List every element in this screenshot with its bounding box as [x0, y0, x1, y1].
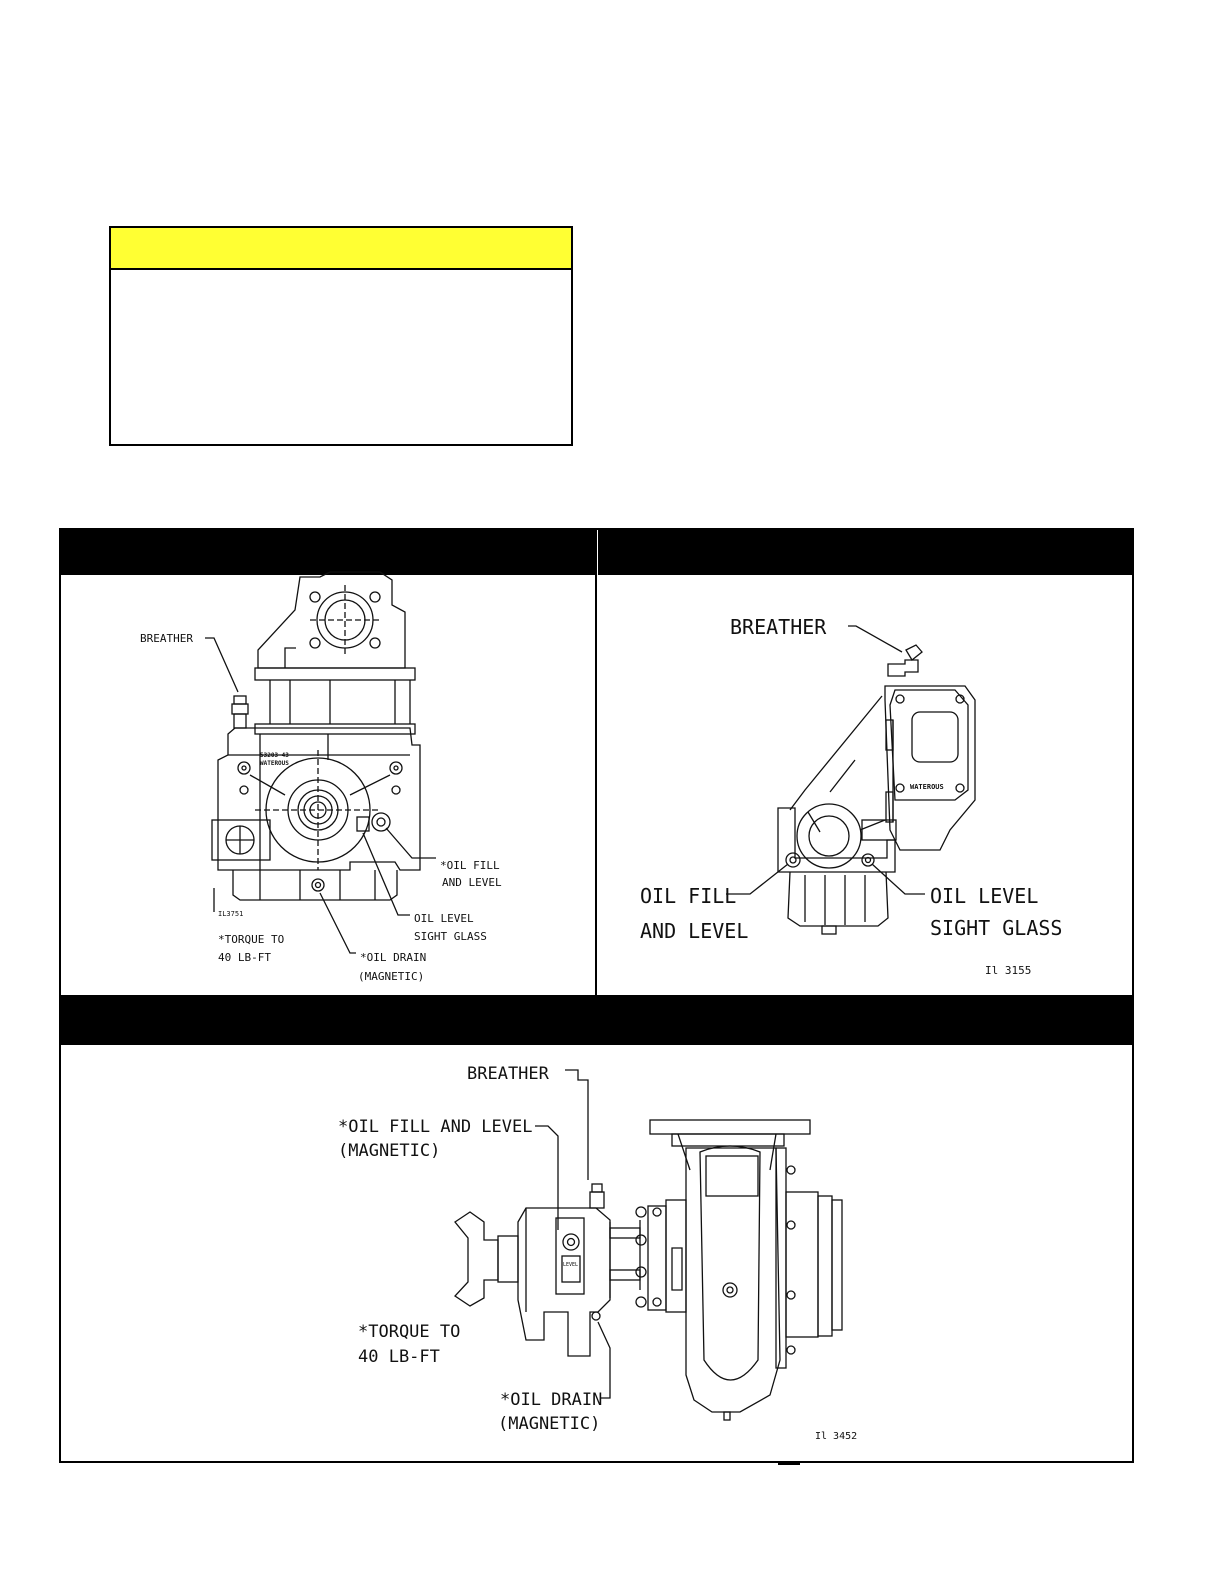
tr-oil-fill-label-1: OIL FILL	[640, 884, 737, 908]
tl-ill-number: IL3751	[218, 910, 244, 918]
tr-brand: WATEROUS	[910, 783, 944, 791]
tr-ill-number: Il 3155	[985, 964, 1032, 977]
tl-sight-glass-label-2: SIGHT GLASS	[414, 930, 487, 943]
tl-drain-label-1: *OIL DRAIN	[360, 951, 427, 964]
bottom-header-bar	[61, 995, 1132, 1045]
tl-sight-glass-label-1: OIL LEVEL	[414, 912, 474, 925]
b-breather-label: BREATHER	[467, 1064, 549, 1084]
tl-torque-label-1: *TORQUE TO	[218, 933, 285, 946]
tr-oil-fill-label-2: AND LEVEL	[640, 919, 749, 943]
tl-brand: WATEROUS	[260, 760, 289, 767]
tl-part-marking: 53203-43	[260, 752, 289, 759]
top-right-header-bar	[598, 530, 1132, 575]
b-ill-number: Il 3452	[815, 1431, 858, 1442]
caution-header	[111, 228, 571, 270]
tl-breather-label: BREATHER	[140, 632, 193, 645]
b-torque-label-1: *TORQUE TO	[358, 1322, 461, 1342]
tl-torque-label-2: 40 LB-FT	[218, 951, 271, 964]
figures-panel	[59, 528, 1134, 1463]
b-oil-fill-label-2: (MAGNETIC)	[338, 1141, 441, 1161]
top-left-header-bar	[61, 530, 596, 575]
tr-sight-glass-label-1: OIL LEVEL	[930, 884, 1039, 908]
caution-box	[109, 226, 573, 446]
tl-oil-fill-label-1: *OIL FILL	[440, 859, 500, 872]
b-level-plate: LEVEL	[563, 1262, 579, 1268]
tr-breather-label: BREATHER	[730, 615, 827, 639]
panel-divider	[595, 530, 597, 995]
b-drain-label-1: *OIL DRAIN	[500, 1390, 603, 1410]
b-torque-label-2: 40 LB-FT	[358, 1347, 440, 1367]
tr-sight-glass-label-2: SIGHT GLASS	[930, 916, 1063, 940]
tl-drain-label-2: (MAGNETIC)	[358, 970, 425, 983]
tl-oil-fill-label-2: AND LEVEL	[442, 876, 502, 889]
page-mark	[778, 1462, 800, 1465]
b-drain-label-2: (MAGNETIC)	[498, 1414, 601, 1434]
b-oil-fill-label-1: *OIL FILL AND LEVEL	[338, 1117, 533, 1137]
